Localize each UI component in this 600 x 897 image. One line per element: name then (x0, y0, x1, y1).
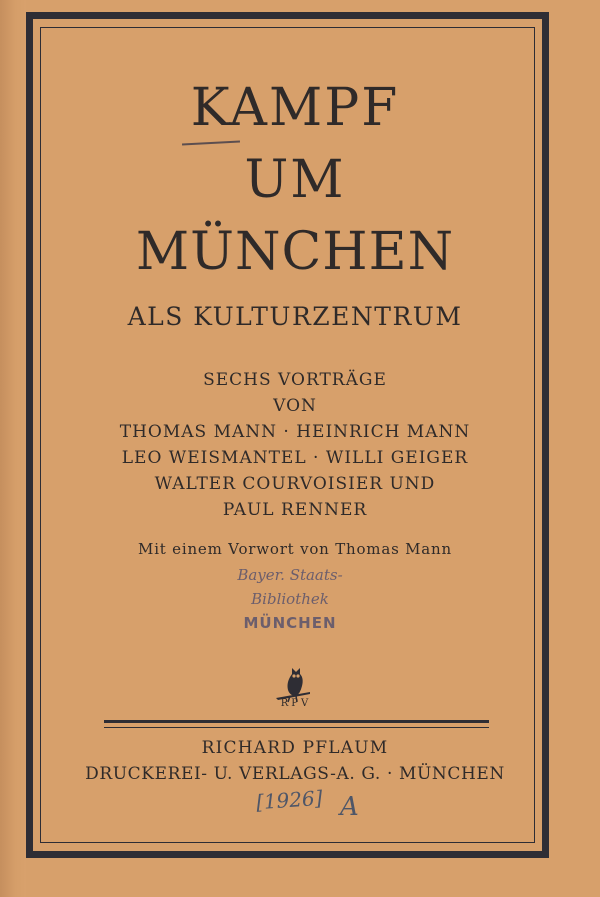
publisher-name: RICHARD PFLAUM (201, 738, 389, 758)
publisher-address: DRUCKEREI- U. VERLAGS-A. G. · MÜNCHEN (85, 764, 505, 784)
library-stamp-line-3: MÜNCHEN (243, 614, 337, 632)
title-line-3: MÜNCHEN (135, 222, 455, 282)
divider-rule-thin (104, 727, 489, 728)
library-stamp-line-1: Bayer. Staats- (237, 566, 343, 584)
handwritten-year: [1926] (255, 785, 324, 815)
publisher-logo-text: RPV (280, 698, 312, 709)
authors-line-3: WALTER COURVOISIER UND (154, 474, 436, 494)
authors-line-4: PAUL RENNER (222, 500, 368, 520)
divider-rule-thick (104, 720, 489, 723)
authors-line-1: THOMAS MANN · HEINRICH MANN (119, 422, 471, 442)
by-line: VON (273, 396, 317, 416)
library-stamp-line-2: Bibliothek (251, 590, 329, 608)
subtitle: ALS KULTURZENTRUM (127, 302, 463, 331)
preface-note: Mit einem Vorwort von Thomas Mann (138, 540, 452, 558)
handwritten-shelfmark: A (340, 792, 359, 822)
authors-line-2: LEO WEISMANTEL · WILLI GEIGER (121, 448, 469, 468)
title-line-2: UM (244, 150, 346, 210)
worn-left-edge (0, 0, 26, 897)
title-line-1: KAMPF (190, 78, 400, 138)
lectures-line: SECHS VORTRÄGE (203, 370, 387, 390)
